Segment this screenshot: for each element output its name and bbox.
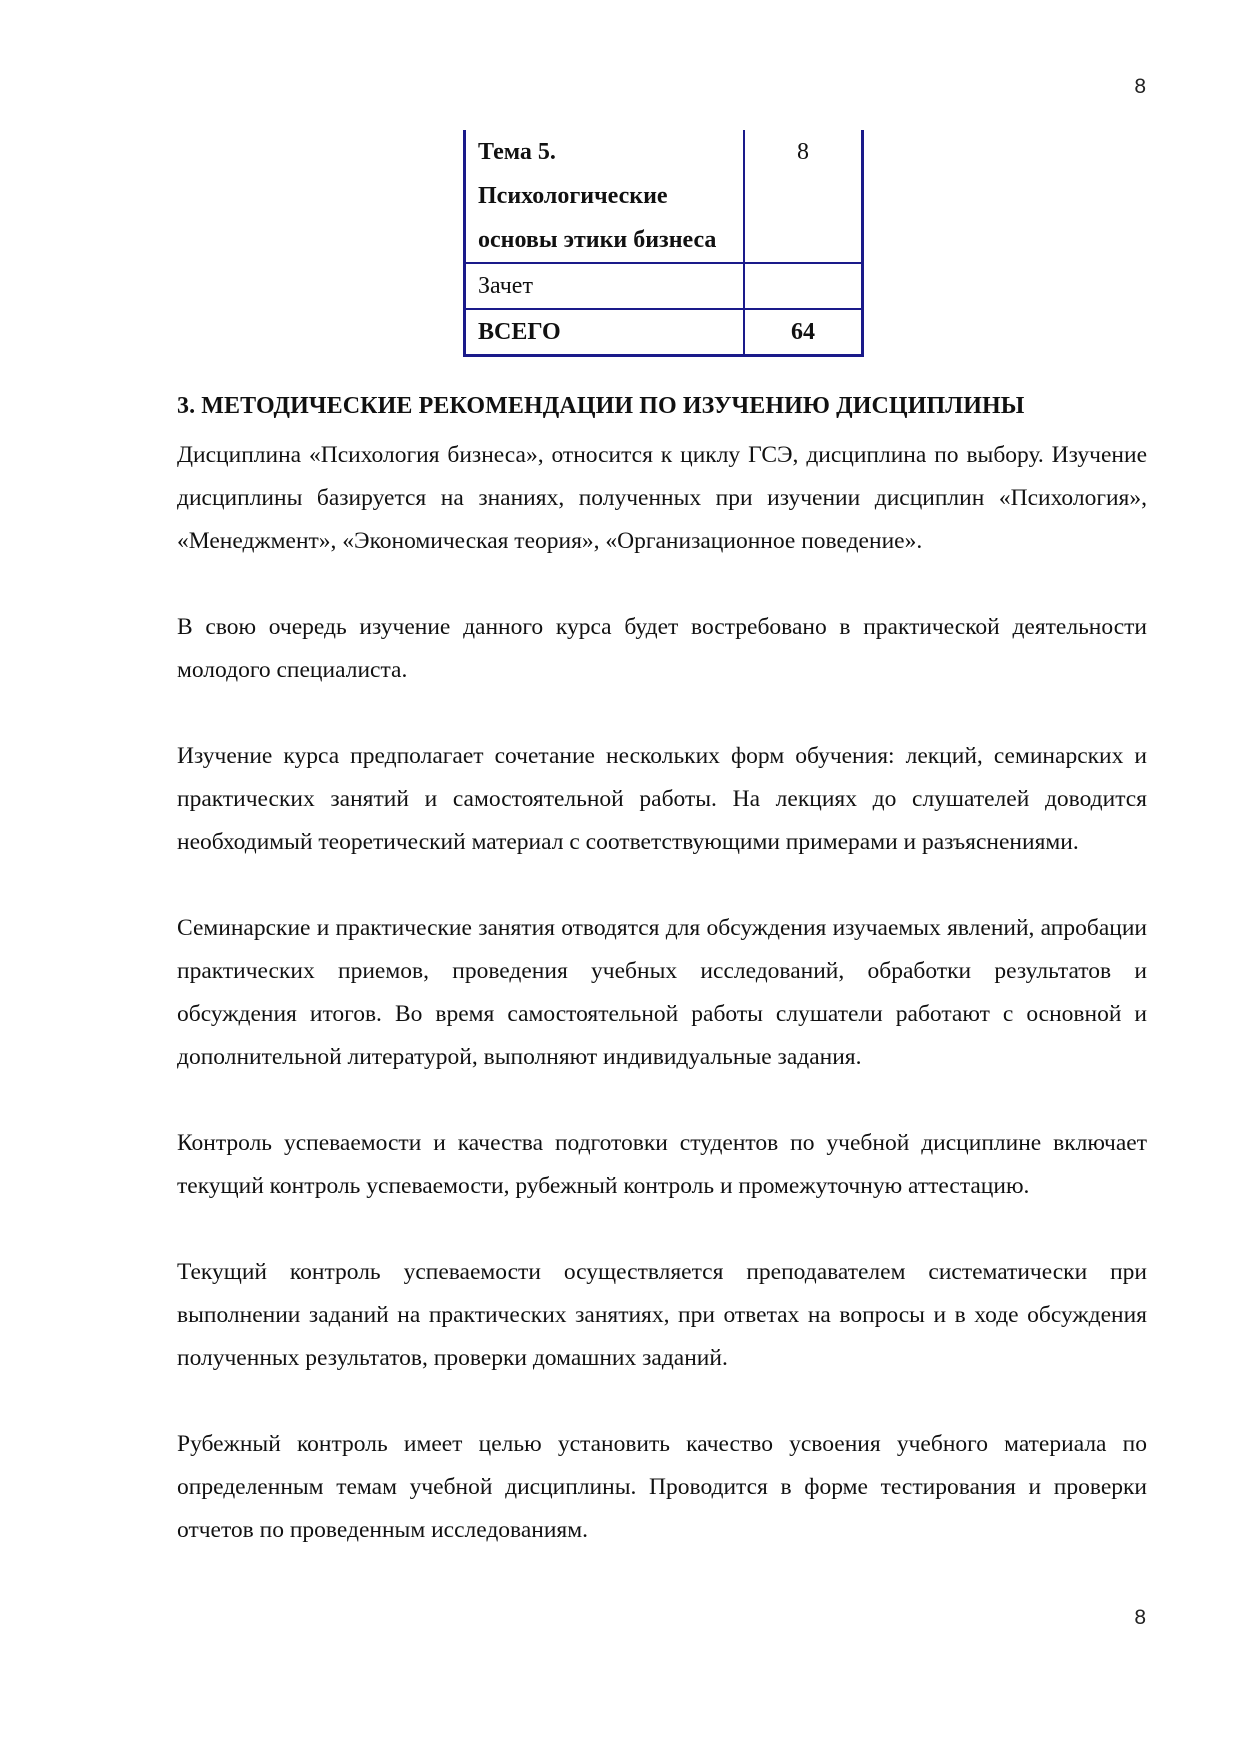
topic-hours-cell: 8 [744, 130, 863, 263]
page-number-bottom: 8 [1134, 1606, 1146, 1629]
topic-name-cell [465, 130, 745, 263]
paragraph-current-control: Текущий контроль успеваемости осуществляется преподавателем систематически при выполнении заданий на практических занятиях, при ответах на вопросы и в ходе обсуждения полученных результатов, проверки домашних заданий. [177, 1259, 1147, 1371]
table-row-zachet [465, 263, 863, 309]
hours-table [463, 130, 864, 357]
paragraph-seminars: Семинарские и практические занятия отводятся для обсуждения изучаемых явлений, апробации практических приемов, проведения учебных исследований, обработки результатов и обсуждения итогов. Во время самостоятельной работы слушатели работают с основной и дополнительной литературой, выполняют индивидуальные задания. [177, 915, 1147, 1070]
zachet-label-cell: Зачет [465, 263, 745, 309]
zachet-hours-cell [744, 263, 863, 309]
paragraph-course-demand: В свою очередь изучение данного курса будет востребовано в практической деятельности молодого специалиста. [177, 614, 1147, 683]
paragraph-forms: Изучение курса предполагает сочетание нескольких форм обучения: лекций, семинарских и практических занятий и самостоятельной работы. На лекциях до слушателей доводится необходимый теоретический материал с соответствующими примерами и разъяснениями. [177, 743, 1147, 855]
table-row-total [465, 309, 863, 356]
page-number-top: 8 [1134, 75, 1146, 98]
paragraph-discipline: Дисциплина «Психология бизнеса», относится к циклу ГСЭ, дисциплина по выбору. Изучение дисциплины базируется на знаниях, полученных при изучении дисциплин «Психология», «Менеджмент», «Экономическая теория», «Организационное поведение». [177, 442, 1147, 554]
total-hours-cell: 64 [744, 309, 863, 356]
table-row-topic-5 [465, 130, 863, 263]
topic-line: Тема 5. [478, 139, 556, 165]
section-body [177, 434, 1147, 1595]
section-title: 3. МЕТОДИЧЕСКИЕ РЕКОМЕНДАЦИИ ПО ИЗУЧЕНИЮ ДИСЦИПЛИНЫ [177, 393, 1025, 419]
paragraph-milestone-control: Рубежный контроль имеет целью установить качество усвоения учебного материала по определенным темам учебной дисциплины. Проводится в форме тестирования и проверки отчетов по проведенным исследованиям. [177, 1431, 1147, 1543]
total-label-cell: ВСЕГО [465, 309, 745, 356]
topic-line: Психологические [478, 183, 668, 209]
paragraph-control: Контроль успеваемости и качества подготовки студентов по учебной дисциплине включает текущий контроль успеваемости, рубежный контроль и промежуточную аттестацию. [177, 1130, 1147, 1199]
topic-line: основы этики бизнеса [478, 227, 717, 253]
